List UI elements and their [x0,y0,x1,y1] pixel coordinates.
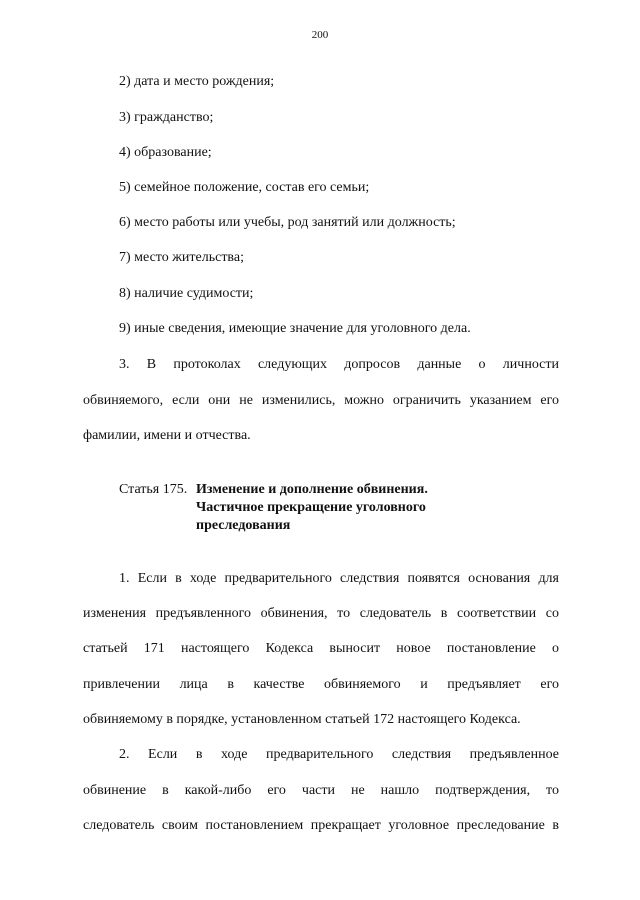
article-number: Статья 175. [119,482,188,497]
paragraph-1-line-2: изменения предъявленного обвинения, то следователь в соответствии со [83,606,559,621]
paragraph-2-line-3: следователь своим постановлением прекращает уголовное преследование в [83,818,559,833]
list-item: 5) семейное положение, состав его семьи; [119,180,370,195]
list-item: 9) иные сведения, имеющие значение для уголовного дела. [119,321,471,336]
paragraph-3-line-1: 3. В протоколах следующих допросов данные о личности [119,357,559,372]
article-title-line: преследования [196,518,291,533]
paragraph-1-line-5: обвиняемому в порядке, установленном статьей 172 настоящего Кодекса. [83,712,521,727]
list-item: 6) место работы или учебы, род занятий или должность; [119,215,456,230]
paragraph-2-line-2: обвинение в какой-либо его части не нашло подтверждения, то [83,783,559,798]
paragraph-1-line-1: 1. Если в ходе предварительного следствия появятся основания для [119,571,559,586]
article-title [196,481,486,535]
list-item: 3) гражданство; [119,110,214,125]
article-title-line: Изменение и дополнение обвинения. [196,482,428,497]
list-item: 7) место жительства; [119,250,244,265]
page-number: 200 [311,29,329,41]
list-item: 2) дата и место рождения; [119,74,275,89]
paragraph-3-line-3: фамилии, имени и отчества. [83,428,251,443]
list-item: 4) образование; [119,145,212,160]
paragraph-3-line-2: обвиняемого, если они не изменились, можно ограничить указанием его [83,393,559,408]
article-title-line: Частичное прекращение уголовного [196,500,426,515]
paragraph-1-line-4: привлечении лица в качестве обвиняемого и предъявляет его [83,677,559,692]
paragraph-2-line-1: 2. Если в ходе предварительного следствия предъявленное [119,747,559,762]
paragraph-1-line-3: статьей 171 настоящего Кодекса выносит новое постановление о [83,641,559,656]
list-item: 8) наличие судимости; [119,286,254,301]
